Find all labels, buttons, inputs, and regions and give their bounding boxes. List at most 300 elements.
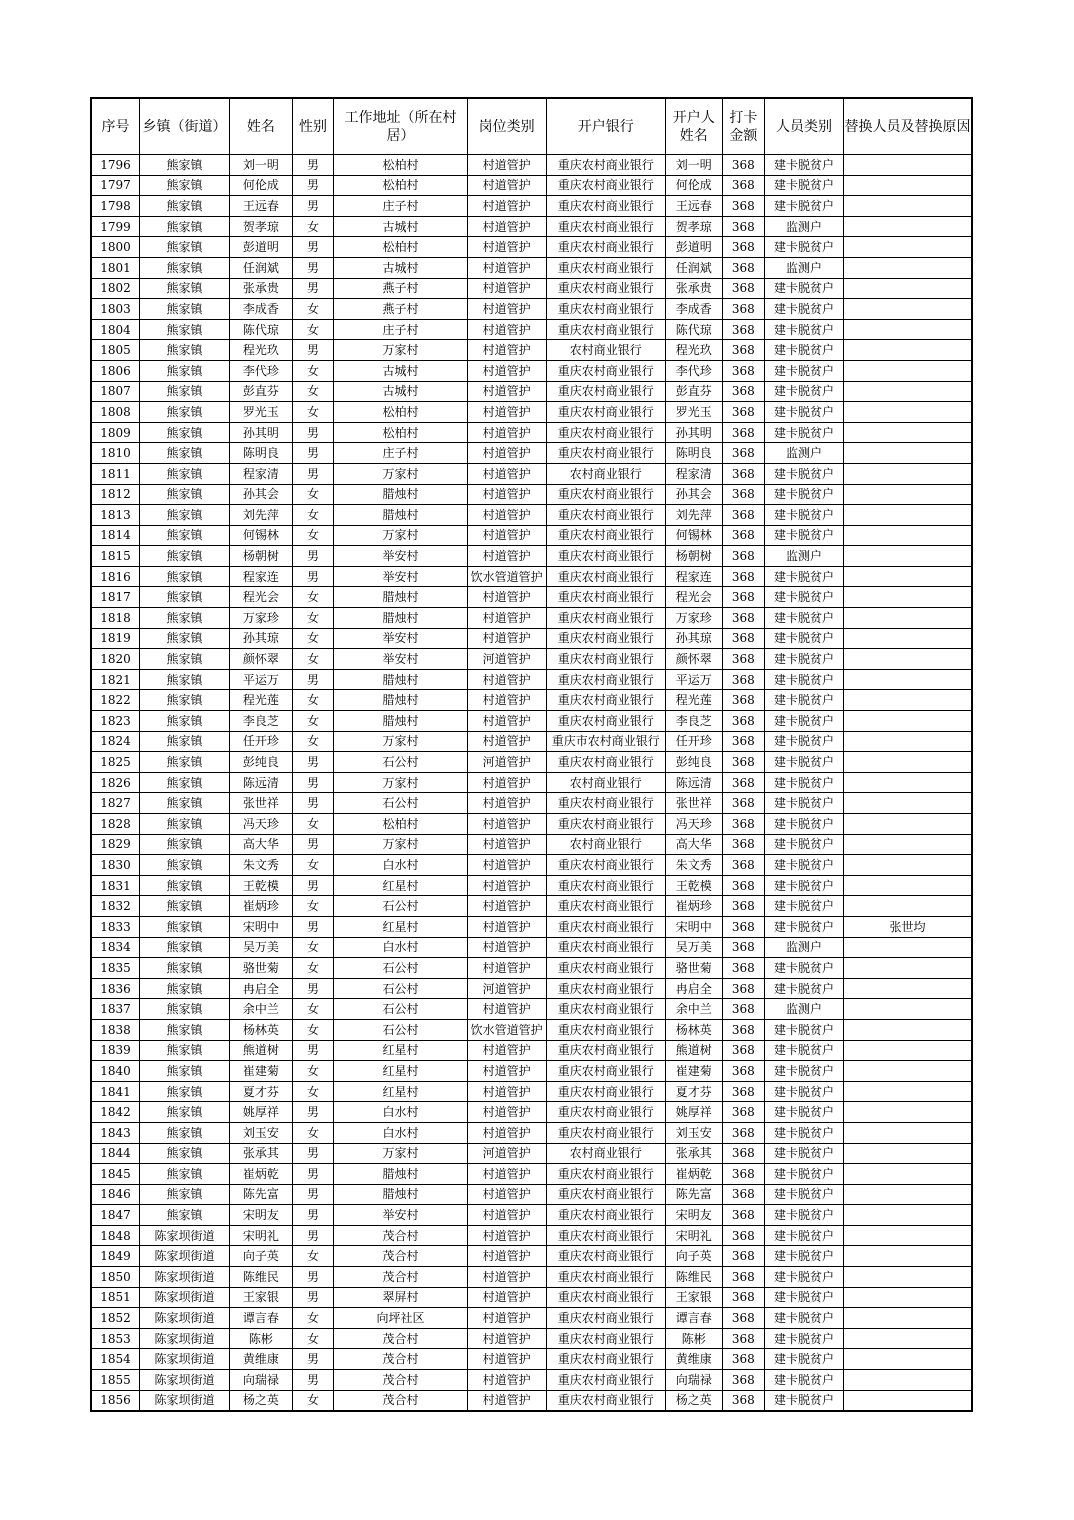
table-row: [91, 484, 972, 505]
bank-cell: 重庆农村商业银行: [546, 1164, 665, 1185]
table-row: [91, 1267, 972, 1288]
address-cell: 红星村: [334, 1061, 468, 1082]
township-cell: 熊家镇: [140, 1122, 230, 1143]
holder-cell: 陈明良: [665, 443, 722, 464]
holder-cell: 程光会: [665, 587, 722, 608]
gender-cell: 女: [292, 1122, 333, 1143]
name-cell: 吴万美: [230, 937, 293, 958]
bank-cell: 重庆农村商业银行: [546, 669, 665, 690]
table-row: [91, 1040, 972, 1061]
serial-cell: 1846: [91, 1184, 140, 1205]
table-row: [91, 1390, 972, 1411]
name-cell: 孙其会: [230, 484, 293, 505]
category-cell: 建卡脱贫户: [765, 855, 844, 876]
address-cell: 石公村: [334, 1019, 468, 1040]
township-cell: 熊家镇: [140, 958, 230, 979]
bank-cell: 重庆农村商业银行: [546, 1308, 665, 1329]
amount-cell: 368: [722, 381, 764, 402]
address-cell: 茂合村: [334, 1225, 468, 1246]
township-cell: 熊家镇: [140, 731, 230, 752]
name-cell: 向瑞禄: [230, 1370, 293, 1391]
address-cell: 庄子村: [334, 443, 468, 464]
job-cell: 村道管护: [467, 896, 546, 917]
bank-cell: 重庆农村商业银行: [546, 546, 665, 567]
address-cell: 腊烛村: [334, 1164, 468, 1185]
job-cell: 村道管护: [467, 1246, 546, 1267]
name-cell: 宋明友: [230, 1205, 293, 1226]
category-cell: 建卡脱贫户: [765, 1328, 844, 1349]
holder-cell: 崔炳乾: [665, 1164, 722, 1185]
table-row: [91, 402, 972, 423]
holder-cell: 陈维民: [665, 1267, 722, 1288]
job-cell: 村道管护: [467, 587, 546, 608]
address-cell: 腊烛村: [334, 505, 468, 526]
amount-cell: 368: [722, 360, 764, 381]
serial-cell: 1856: [91, 1390, 140, 1411]
category-cell: 建卡脱贫户: [765, 628, 844, 649]
serial-cell: 1806: [91, 360, 140, 381]
serial-cell: 1804: [91, 319, 140, 340]
holder-cell: 陈先富: [665, 1184, 722, 1205]
name-cell: 陈远清: [230, 772, 293, 793]
replacement-cell: [843, 958, 972, 979]
holder-cell: 张承其: [665, 1143, 722, 1164]
gender-cell: 女: [292, 896, 333, 917]
name-cell: 彭纯良: [230, 752, 293, 773]
replacement-cell: [843, 546, 972, 567]
replacement-cell: [843, 669, 972, 690]
address-cell: 庄子村: [334, 196, 468, 217]
header-name: 姓名: [230, 98, 293, 155]
serial-cell: 1820: [91, 649, 140, 670]
table-row: [91, 669, 972, 690]
table-row: [91, 711, 972, 732]
replacement-cell: [843, 814, 972, 835]
holder-cell: 王乾模: [665, 875, 722, 896]
name-cell: 万家珍: [230, 608, 293, 629]
job-cell: 村道管护: [467, 1122, 546, 1143]
township-cell: 熊家镇: [140, 608, 230, 629]
job-cell: 村道管护: [467, 999, 546, 1020]
holder-cell: 贺孝琼: [665, 216, 722, 237]
serial-cell: 1798: [91, 196, 140, 217]
name-cell: 李代珍: [230, 360, 293, 381]
bank-cell: 重庆农村商业银行: [546, 505, 665, 526]
bank-cell: 重庆农村商业银行: [546, 1122, 665, 1143]
bank-cell: 重庆农村商业银行: [546, 443, 665, 464]
holder-cell: 刘一明: [665, 155, 722, 176]
address-cell: 茂合村: [334, 1246, 468, 1267]
table-row: [91, 1308, 972, 1329]
township-cell: 熊家镇: [140, 525, 230, 546]
name-cell: 张承贵: [230, 278, 293, 299]
job-cell: 河道管护: [467, 649, 546, 670]
township-cell: 陈家坝街道: [140, 1308, 230, 1329]
table-row: [91, 299, 972, 320]
holder-cell: 黄维康: [665, 1349, 722, 1370]
township-cell: 熊家镇: [140, 546, 230, 567]
amount-cell: 368: [722, 628, 764, 649]
gender-cell: 男: [292, 278, 333, 299]
serial-cell: 1816: [91, 566, 140, 587]
gender-cell: 男: [292, 669, 333, 690]
job-cell: 村道管护: [467, 505, 546, 526]
township-cell: 熊家镇: [140, 649, 230, 670]
job-cell: 村道管护: [467, 1061, 546, 1082]
serial-cell: 1849: [91, 1246, 140, 1267]
name-cell: 夏才芬: [230, 1081, 293, 1102]
replacement-cell: [843, 463, 972, 484]
gender-cell: 女: [292, 855, 333, 876]
township-cell: 熊家镇: [140, 443, 230, 464]
gender-cell: 男: [292, 175, 333, 196]
bank-cell: 重庆农村商业银行: [546, 1390, 665, 1411]
job-cell: 村道管护: [467, 422, 546, 443]
serial-cell: 1838: [91, 1019, 140, 1040]
serial-cell: 1839: [91, 1040, 140, 1061]
amount-cell: 368: [722, 978, 764, 999]
holder-cell: 程家连: [665, 566, 722, 587]
holder-cell: 吴万美: [665, 937, 722, 958]
bank-cell: 重庆农村商业银行: [546, 484, 665, 505]
township-cell: 熊家镇: [140, 1102, 230, 1123]
gender-cell: 男: [292, 1102, 333, 1123]
gender-cell: 男: [292, 978, 333, 999]
township-cell: 熊家镇: [140, 422, 230, 443]
replacement-cell: [843, 1019, 972, 1040]
amount-cell: 368: [722, 196, 764, 217]
replacement-cell: [843, 1122, 972, 1143]
name-cell: 崔炳珍: [230, 896, 293, 917]
amount-cell: 368: [722, 649, 764, 670]
table-row: [91, 340, 972, 361]
category-cell: 建卡脱贫户: [765, 1205, 844, 1226]
table-row: [91, 1143, 972, 1164]
serial-cell: 1812: [91, 484, 140, 505]
category-cell: 建卡脱贫户: [765, 340, 844, 361]
amount-cell: 368: [722, 1143, 764, 1164]
name-cell: 李良芝: [230, 711, 293, 732]
job-cell: 村道管护: [467, 628, 546, 649]
township-cell: 陈家坝街道: [140, 1349, 230, 1370]
replacement-cell: [843, 1246, 972, 1267]
amount-cell: 368: [722, 916, 764, 937]
serial-cell: 1801: [91, 257, 140, 278]
name-cell: 彭道明: [230, 237, 293, 258]
category-cell: 建卡脱贫户: [765, 566, 844, 587]
holder-cell: 彭直芬: [665, 381, 722, 402]
address-cell: 万家村: [334, 340, 468, 361]
gender-cell: 女: [292, 505, 333, 526]
serial-cell: 1799: [91, 216, 140, 237]
gender-cell: 男: [292, 752, 333, 773]
replacement-cell: [843, 155, 972, 176]
category-cell: 建卡脱贫户: [765, 1061, 844, 1082]
category-cell: 建卡脱贫户: [765, 1370, 844, 1391]
serial-cell: 1818: [91, 608, 140, 629]
address-cell: 举安村: [334, 1205, 468, 1226]
job-cell: 村道管护: [467, 855, 546, 876]
amount-cell: 368: [722, 1184, 764, 1205]
address-cell: 松柏村: [334, 237, 468, 258]
serial-cell: 1808: [91, 402, 140, 423]
gender-cell: 男: [292, 1143, 333, 1164]
name-cell: 颜怀翠: [230, 649, 293, 670]
address-cell: 向坪社区: [334, 1308, 468, 1329]
bank-cell: 重庆农村商业银行: [546, 937, 665, 958]
category-cell: 建卡脱贫户: [765, 669, 844, 690]
table-row: [91, 196, 972, 217]
amount-cell: 368: [722, 1246, 764, 1267]
serial-cell: 1811: [91, 463, 140, 484]
gender-cell: 女: [292, 319, 333, 340]
amount-cell: 368: [722, 155, 764, 176]
category-cell: 建卡脱贫户: [765, 484, 844, 505]
bank-cell: 重庆农村商业银行: [546, 1225, 665, 1246]
bank-cell: 重庆农村商业银行: [546, 1205, 665, 1226]
holder-cell: 孙其会: [665, 484, 722, 505]
name-cell: 杨林英: [230, 1019, 293, 1040]
category-cell: 建卡脱贫户: [765, 875, 844, 896]
bank-cell: 重庆农村商业银行: [546, 257, 665, 278]
bank-cell: 重庆市农村商业银行: [546, 731, 665, 752]
name-cell: 何伦成: [230, 175, 293, 196]
gender-cell: 男: [292, 1225, 333, 1246]
table-row: [91, 1081, 972, 1102]
job-cell: 村道管护: [467, 1225, 546, 1246]
township-cell: 熊家镇: [140, 628, 230, 649]
amount-cell: 368: [722, 958, 764, 979]
holder-cell: 颜怀翠: [665, 649, 722, 670]
table-row: [91, 257, 972, 278]
township-cell: 熊家镇: [140, 402, 230, 423]
township-cell: 熊家镇: [140, 566, 230, 587]
gender-cell: 女: [292, 587, 333, 608]
table-row: [91, 566, 972, 587]
category-cell: 建卡脱贫户: [765, 1081, 844, 1102]
bank-cell: 重庆农村商业银行: [546, 649, 665, 670]
bank-cell: 农村商业银行: [546, 772, 665, 793]
table-row: [91, 916, 972, 937]
table-row: [91, 1370, 972, 1391]
replacement-cell: [843, 566, 972, 587]
township-cell: 熊家镇: [140, 711, 230, 732]
replacement-cell: [843, 978, 972, 999]
replacement-cell: [843, 340, 972, 361]
holder-cell: 程光莲: [665, 690, 722, 711]
amount-cell: 368: [722, 999, 764, 1020]
holder-cell: 崔建菊: [665, 1061, 722, 1082]
replacement-cell: [843, 649, 972, 670]
category-cell: 建卡脱贫户: [765, 196, 844, 217]
table-row: [91, 1122, 972, 1143]
job-cell: 村道管护: [467, 690, 546, 711]
category-cell: 建卡脱贫户: [765, 896, 844, 917]
holder-cell: 彭纯良: [665, 752, 722, 773]
name-cell: 陈代琼: [230, 319, 293, 340]
address-cell: 举安村: [334, 546, 468, 567]
name-cell: 平运万: [230, 669, 293, 690]
category-cell: 建卡脱贫户: [765, 402, 844, 423]
name-cell: 朱文秀: [230, 855, 293, 876]
township-cell: 熊家镇: [140, 814, 230, 835]
serial-cell: 1810: [91, 443, 140, 464]
gender-cell: 男: [292, 1184, 333, 1205]
bank-cell: 重庆农村商业银行: [546, 278, 665, 299]
job-cell: 村道管护: [467, 257, 546, 278]
name-cell: 孙其明: [230, 422, 293, 443]
holder-cell: 何伦成: [665, 175, 722, 196]
address-cell: 茂合村: [334, 1349, 468, 1370]
serial-cell: 1832: [91, 896, 140, 917]
amount-cell: 368: [722, 1164, 764, 1185]
township-cell: 熊家镇: [140, 196, 230, 217]
category-cell: 建卡脱贫户: [765, 525, 844, 546]
amount-cell: 368: [722, 402, 764, 423]
serial-cell: 1803: [91, 299, 140, 320]
table-row: [91, 814, 972, 835]
job-cell: 河道管护: [467, 752, 546, 773]
gender-cell: 女: [292, 814, 333, 835]
address-cell: 腊烛村: [334, 711, 468, 732]
serial-cell: 1853: [91, 1328, 140, 1349]
holder-cell: 彭道明: [665, 237, 722, 258]
table-row: [91, 937, 972, 958]
category-cell: 建卡脱贫户: [765, 916, 844, 937]
category-cell: 建卡脱贫户: [765, 1184, 844, 1205]
holder-cell: 万家珍: [665, 608, 722, 629]
category-cell: 建卡脱贫户: [765, 814, 844, 835]
serial-cell: 1841: [91, 1081, 140, 1102]
job-cell: 村道管护: [467, 175, 546, 196]
holder-cell: 骆世菊: [665, 958, 722, 979]
amount-cell: 368: [722, 1370, 764, 1391]
replacement-cell: [843, 793, 972, 814]
township-cell: 熊家镇: [140, 299, 230, 320]
holder-cell: 罗光玉: [665, 402, 722, 423]
name-cell: 冯天珍: [230, 814, 293, 835]
bank-cell: 重庆农村商业银行: [546, 319, 665, 340]
holder-cell: 宋明中: [665, 916, 722, 937]
table-row: [91, 360, 972, 381]
replacement-cell: [843, 628, 972, 649]
category-cell: 建卡脱贫户: [765, 752, 844, 773]
address-cell: 腊烛村: [334, 690, 468, 711]
gender-cell: 女: [292, 1061, 333, 1082]
amount-cell: 368: [722, 731, 764, 752]
name-cell: 程光玖: [230, 340, 293, 361]
table-row: [91, 649, 972, 670]
serial-cell: 1842: [91, 1102, 140, 1123]
address-cell: 白水村: [334, 855, 468, 876]
name-cell: 姚厚祥: [230, 1102, 293, 1123]
job-cell: 村道管护: [467, 916, 546, 937]
address-cell: 万家村: [334, 772, 468, 793]
address-cell: 腊烛村: [334, 608, 468, 629]
table-row: [91, 896, 972, 917]
bank-cell: 重庆农村商业银行: [546, 1019, 665, 1040]
name-cell: 彭直芬: [230, 381, 293, 402]
name-cell: 贺孝琼: [230, 216, 293, 237]
township-cell: 熊家镇: [140, 319, 230, 340]
gender-cell: 男: [292, 793, 333, 814]
header-serial: 序号: [91, 98, 140, 155]
township-cell: 熊家镇: [140, 937, 230, 958]
township-cell: 熊家镇: [140, 237, 230, 258]
amount-cell: 368: [722, 752, 764, 773]
job-cell: 村道管护: [467, 402, 546, 423]
township-cell: 陈家坝街道: [140, 1267, 230, 1288]
holder-cell: 冉启全: [665, 978, 722, 999]
table-row: [91, 278, 972, 299]
replacement-cell: [843, 1328, 972, 1349]
replacement-cell: [843, 896, 972, 917]
name-cell: 向子英: [230, 1246, 293, 1267]
holder-cell: 张承贵: [665, 278, 722, 299]
name-cell: 任开珍: [230, 731, 293, 752]
header-job-category: 岗位类别: [467, 98, 546, 155]
payroll-table: [90, 97, 973, 1412]
serial-cell: 1823: [91, 711, 140, 732]
category-cell: 建卡脱贫户: [765, 381, 844, 402]
gender-cell: 男: [292, 422, 333, 443]
replacement-cell: [843, 1370, 972, 1391]
gender-cell: 男: [292, 237, 333, 258]
bank-cell: 重庆农村商业银行: [546, 855, 665, 876]
amount-cell: 368: [722, 834, 764, 855]
bank-cell: 重庆农村商业银行: [546, 793, 665, 814]
table-row: [91, 608, 972, 629]
job-cell: 河道管护: [467, 1143, 546, 1164]
amount-cell: 368: [722, 525, 764, 546]
holder-cell: 朱文秀: [665, 855, 722, 876]
replacement-cell: [843, 1184, 972, 1205]
category-cell: 建卡脱贫户: [765, 793, 844, 814]
table-row: [91, 628, 972, 649]
name-cell: 杨朝树: [230, 546, 293, 567]
job-cell: 村道管护: [467, 1102, 546, 1123]
replacement-cell: [843, 1164, 972, 1185]
amount-cell: 368: [722, 587, 764, 608]
gender-cell: 男: [292, 772, 333, 793]
amount-cell: 368: [722, 1040, 764, 1061]
gender-cell: 女: [292, 299, 333, 320]
address-cell: 古城村: [334, 360, 468, 381]
bank-cell: 农村商业银行: [546, 463, 665, 484]
address-cell: 举安村: [334, 566, 468, 587]
gender-cell: 女: [292, 1390, 333, 1411]
amount-cell: 368: [722, 237, 764, 258]
bank-cell: 重庆农村商业银行: [546, 196, 665, 217]
township-cell: 熊家镇: [140, 505, 230, 526]
job-cell: 村道管护: [467, 711, 546, 732]
table-row: [91, 752, 972, 773]
address-cell: 石公村: [334, 793, 468, 814]
table-row: [91, 793, 972, 814]
township-cell: 陈家坝街道: [140, 1225, 230, 1246]
category-cell: 监测户: [765, 443, 844, 464]
table-row: [91, 381, 972, 402]
address-cell: 松柏村: [334, 422, 468, 443]
category-cell: 建卡脱贫户: [765, 1267, 844, 1288]
holder-cell: 杨林英: [665, 1019, 722, 1040]
job-cell: 村道管护: [467, 196, 546, 217]
job-cell: 村道管护: [467, 608, 546, 629]
amount-cell: 368: [722, 896, 764, 917]
township-cell: 熊家镇: [140, 1019, 230, 1040]
name-cell: 张世祥: [230, 793, 293, 814]
holder-cell: 宋明友: [665, 1205, 722, 1226]
